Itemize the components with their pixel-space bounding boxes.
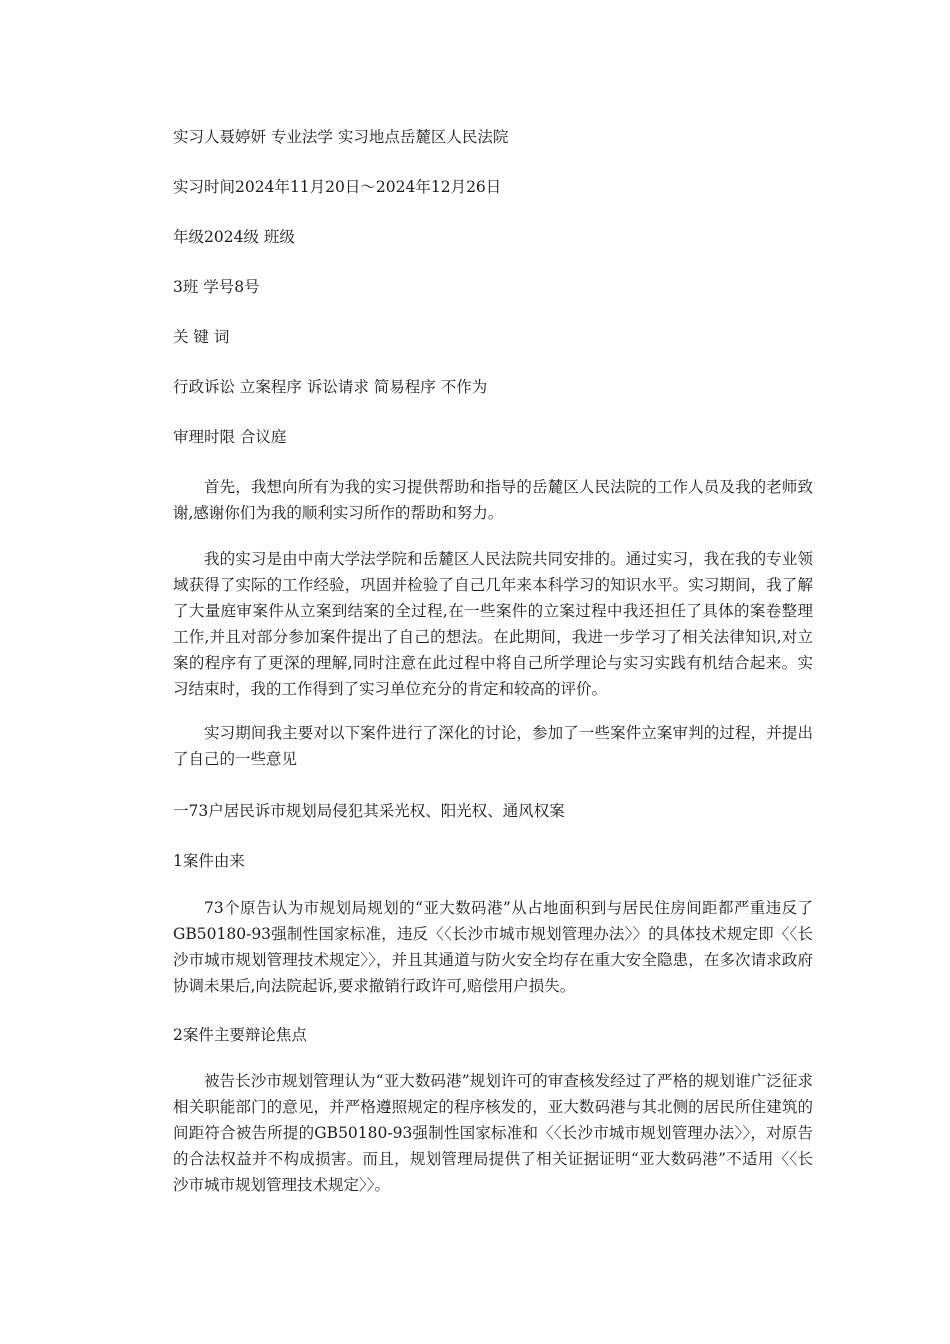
case-focus-heading: 2案件主要辩论焦点 [173, 1026, 307, 1044]
keywords-line-2: 审理时限 合议庭 [173, 428, 287, 446]
defense-paragraph: 被告长沙市规划管理认为“亚大数码港”规划许可的审查核发经过了严格的规划谁广泛征求相关职能部门的意见，并严格遵照规定的程序核发的，亚大数码港与其北侧的居民所住建筑的间距符合被告所提的GB50180-93强制性国家标准和〈〈长沙市城市规划管理办法〉〉，对原告的合法权益并不构成损害。而且，规划管理局提供了相关证据证明“亚大数码港”不适用〈〈长沙市城市规划管理技术规定〉〉。 [173, 1072, 813, 1194]
intro-paragraph: 我的实习是由中南大学法学院和岳麓区人民法院共同安排的。通过实习，我在我的专业领域获得了实际的工作经验，巩固并检验了自己几年来本科学习的知识水平。实习期间，我了解了大量庭审案件从立案到结案的全过程,在一些案件的立案过程中我还担任了具体的案卷整理工作,并且对部分参加案件提出了自己的想法。在此期间，我进一步学习了相关法律知识,对立案的程序有了更深的理解,同时注意在此过程中将自己所学理论与实习实践有机结合起来。实习结束时，我的工作得到了实习单位充分的肯定和较高的评价。 [173, 550, 813, 698]
keywords-heading: 关 键 词 [173, 328, 230, 346]
class-id-line: 3班 学号8号 [173, 278, 260, 296]
grade-line: 年级2024级 班级 [173, 228, 295, 246]
intern-period-line: 实习时间2024年11月20日～2024年12月26日 [173, 178, 502, 196]
intern-info-line: 实习人聂婷妍 专业法学 实习地点岳麓区人民法院 [173, 128, 509, 146]
cases-intro-paragraph: 实习期间我主要对以下案件进行了深化的讨论，参加了一些案件立案审判的过程，并提出了自己的一些意见 [173, 724, 813, 768]
thanks-paragraph: 首先，我想向所有为我的实习提供帮助和指导的岳麓区人民法院的工作人员及我的老师致谢,感谢你们为我的顺利实习所作的帮助和努力。 [173, 478, 813, 522]
case-origin-heading: 1案件由来 [173, 852, 245, 870]
case-title-heading: 一73户居民诉市规划局侵犯其采光权、阳光权、通风权案 [173, 802, 565, 820]
keywords-line-1: 行政诉讼 立案程序 诉讼请求 简易程序 不作为 [173, 378, 488, 396]
case-facts-paragraph: 73个原告认为市规划局规划的“亚大数码港”从占地面积到与居民住房间距都严重违反了GB50180-93强制性国家标准，违反〈〈长沙市城市规划管理办法〉〉的具体技术规定即〈〈长沙市城市规划管理技术规定〉〉，并且其通道与防火安全均存在重大安全隐患，在多次请求政府协调未果后,向法院起诉,要求撤销行政许可,赔偿用户损失。 [173, 899, 813, 995]
document-page [173, 0, 813, 1344]
